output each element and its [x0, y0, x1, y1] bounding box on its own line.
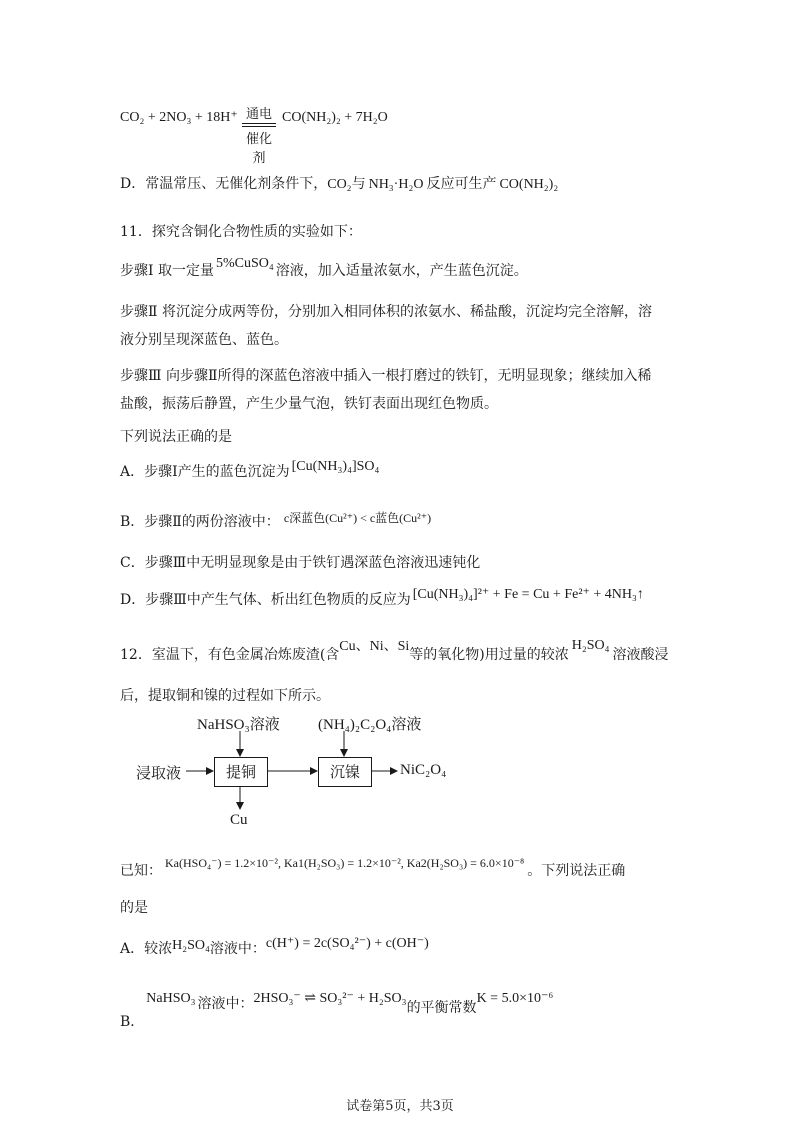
q11-option-a	[120, 459, 380, 483]
q11-a-text: A．步骤Ⅰ产生的蓝色沉淀为	[120, 464, 290, 480]
q11-b-text: B．步骤Ⅱ的两份溶液中：	[120, 514, 280, 530]
q12-stem-line1	[120, 638, 669, 666]
q11-ask: 下列说法正确的是	[120, 429, 232, 445]
flow-reagent-2: (NH₄)₂C₂O₄溶液	[318, 717, 422, 733]
q12-b-mid: 溶液中：	[197, 996, 254, 1012]
q12-a-chem: c(H⁺) = 2c(SO₄²⁻) + c(OH⁻)	[265, 936, 429, 951]
q12-a-mid: 溶液中：	[209, 941, 266, 957]
q11-stem: 11．探究含铜化合物性质的实验如下：	[120, 224, 362, 240]
q11-a-chem: [Cu(NH₃)₄]SO₄	[291, 459, 380, 474]
flow-reagent-1: NaHSO₃溶液	[197, 717, 280, 733]
q11-step1-a: 步骤Ⅰ 取一定量	[120, 263, 214, 279]
q11-step1	[120, 256, 528, 282]
q11-step3-b: 盐酸，振荡后静置，产生少量气泡，铁钉表面出现红色物质。	[120, 396, 498, 412]
q12-b-k: K = 5.0×10⁻⁶	[476, 991, 554, 1006]
q12-known-chem: Ka(HSO₄⁻) = 1.2×10⁻², Ka1(H₂SO₃) = 1.2×10⁻², Ka2(H₂SO₃) = 6.0×10⁻⁸	[165, 856, 525, 870]
q12-a-acid: H₂SO₄	[172, 938, 210, 953]
q11-b-chem: c深蓝色(Cu²⁺) < c蓝色(Cu²⁺)	[283, 511, 432, 525]
q11-step1-chem: 5%CuSO₄	[215, 256, 274, 271]
flow-byproduct: Cu	[230, 812, 248, 828]
q11-step1-b: 溶液，加入适量浓氨水，产生蓝色沉淀。	[275, 263, 528, 279]
q11-d-text: D．步骤Ⅲ中产生气体、析出红色物质的反应为	[120, 592, 411, 608]
q10-d-text: D．常温常压、无催化剂条件下，	[120, 176, 328, 192]
q12-a-text: A．较浓	[120, 941, 173, 957]
q10-d-mid2: 反应可生产	[426, 176, 497, 192]
q12-known-tail2: 的是	[120, 900, 148, 916]
q12-stem-elems: Cu、Ni、Si	[339, 639, 410, 654]
q10-d-nh3: NH₃·H₂O	[368, 177, 424, 192]
q11-option-b	[120, 512, 431, 532]
flow-box-precipitate-nickel: 沉镍	[318, 757, 372, 787]
equation-left: CO₂ + 2NO₃ + 18H⁺	[120, 110, 238, 125]
condition-top: 通电	[245, 107, 272, 122]
equation-line	[120, 108, 238, 128]
q11-step2-b: 液分别呈现深蓝色、蓝色。	[120, 332, 288, 348]
q12-stem-c: 溶液酸浸	[612, 647, 669, 663]
q11-d-chem: [Cu(NH₃)₄]²⁺ + Fe = Cu + Fe²⁺ + 4NH₃↑	[412, 587, 644, 602]
q10-d-co2: CO₂	[327, 177, 352, 192]
q11-step3-a: 步骤Ⅲ 向步骤Ⅱ所得的深蓝色溶液中插入一根打磨过的铁钉，无明显现象；继续加入稀	[120, 368, 652, 384]
page-footer: 试卷第5页，共3页	[346, 1099, 454, 1114]
flow-box-extract-copper: 提铜	[214, 757, 268, 787]
q12-b-tail: 的平衡常数	[406, 1000, 477, 1016]
q12-stem-a: 12．室温下，有色金属冶炼废渣(含	[120, 647, 340, 663]
q11-option-c: C．步骤Ⅲ中无明显现象是由于铁钉遇深蓝色溶液迅速钝化	[120, 555, 481, 571]
q12-option-a	[120, 936, 429, 960]
flow-product: NiC₂O₄	[400, 762, 447, 778]
q12-known	[120, 856, 626, 881]
q12-stem-line2: 后，提取铜和镍的过程如下所示。	[120, 688, 330, 704]
q11-option-d	[120, 587, 644, 611]
reaction-condition	[242, 103, 276, 166]
condition-bottom: 催化剂	[245, 132, 272, 166]
q12-b-salt: NaHSO₃	[146, 991, 196, 1006]
equation-right: CO(NH₂)₂ + 7H₂O	[282, 110, 388, 125]
flow-input: 浸取液	[136, 766, 182, 782]
q12-b-label: B．	[120, 1014, 145, 1030]
q12-b-eq: 2HSO₃⁻ ⇌ SO₃²⁻ + H₂SO₃	[253, 991, 407, 1006]
q12-stem-acid: H₂SO₄	[571, 638, 610, 653]
q10-d-urea: CO(NH₂)₂	[499, 177, 559, 192]
q12-known-label: 已知：	[120, 863, 162, 879]
q12-known-tail: 。下列说法正确	[527, 863, 626, 879]
q10-d-mid1: 与	[351, 176, 366, 192]
q12-option-b	[120, 991, 554, 1033]
q12-stem-b: 等的氧化物)用过量的较浓	[409, 647, 569, 663]
q10-option-d	[120, 174, 558, 195]
q11-step2-a: 步骤Ⅱ 将沉淀分成两等份，分别加入相同体积的浓氨水、稀盐酸，沉淀均完全溶解，溶	[120, 304, 652, 320]
